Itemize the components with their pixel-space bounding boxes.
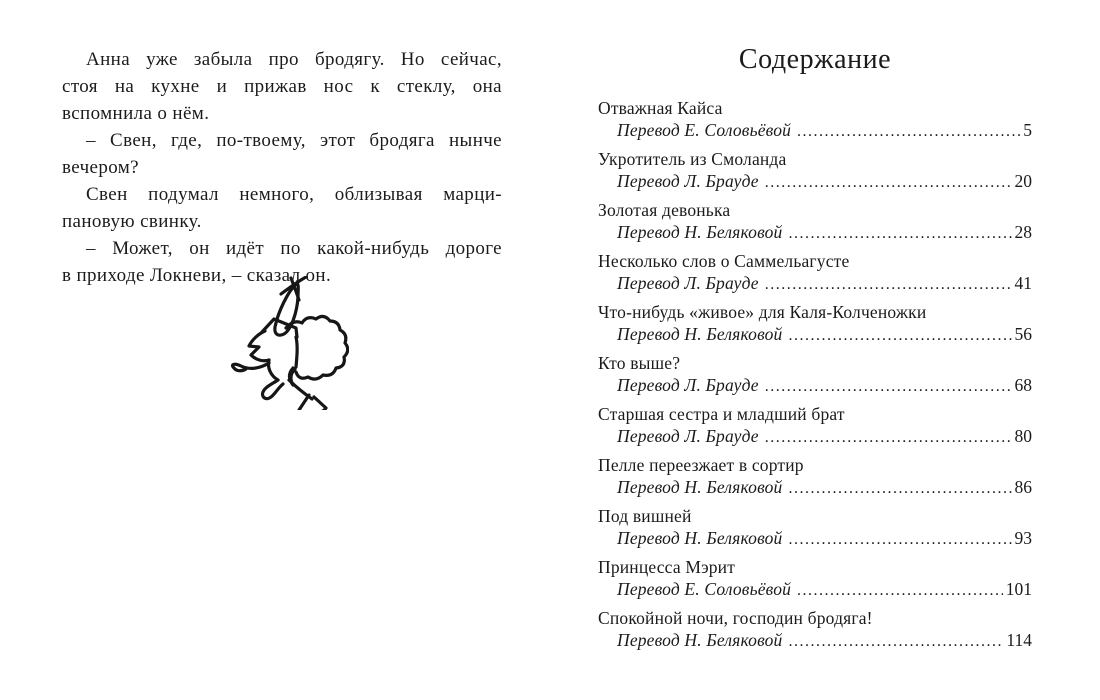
right-page — [598, 42, 1032, 658]
toc-entry-title: Пелле переезжает в сортир — [598, 455, 804, 475]
story-line: Свен подумал немного, облизывая марци- — [86, 184, 502, 205]
toc-entry-title: Золотая девонька — [598, 200, 731, 220]
toc-entry-subline — [598, 425, 1032, 449]
toc-entry-subline — [598, 476, 1032, 500]
toc-entry-translator: Перевод Н. Беляковой — [617, 477, 783, 497]
toc-entry-page-number: 101 — [1005, 579, 1032, 599]
dot-leader — [797, 580, 1003, 602]
story-line: в приходе Локневи, – сказал он. — [62, 265, 332, 286]
toc-entry-translator: Перевод Л. Брауде — [617, 426, 759, 446]
toc-entry-subline — [598, 374, 1032, 398]
toc-entry — [598, 199, 1032, 245]
toc-entry-page-number: 86 — [1014, 477, 1032, 497]
toc-entry-title: Отважная Кайса — [598, 98, 723, 118]
toc-entry — [598, 301, 1032, 347]
toc-entry-translator: Перевод Н. Беляковой — [617, 528, 783, 548]
dot-leader — [765, 172, 1012, 194]
toc-entry-subline — [598, 578, 1032, 602]
toc-entry-title: Что-нибудь «живое» для Каля-Колченожки — [598, 302, 927, 322]
toc-entry — [598, 250, 1032, 296]
dot-leader — [788, 478, 1011, 500]
toc-entry-subline — [598, 527, 1032, 551]
dot-leader — [765, 376, 1012, 398]
toc-entry — [598, 352, 1032, 398]
toc-entry-subline — [598, 272, 1032, 296]
toc-heading: Содержание — [738, 44, 892, 75]
dot-leader — [765, 427, 1012, 449]
toc-entry-translator: Перевод Н. Беляковой — [617, 324, 783, 344]
toc-entry-page-number: 80 — [1014, 426, 1032, 446]
table-of-contents — [598, 97, 1032, 653]
dot-leader — [788, 325, 1011, 347]
toc-entry — [598, 556, 1032, 602]
toc-entry — [598, 97, 1032, 143]
toc-entry-page-number: 28 — [1014, 222, 1032, 242]
story-line: вечером? — [62, 157, 139, 178]
toc-entry — [598, 607, 1032, 653]
toc-entry — [598, 148, 1032, 194]
toc-entry-title: Принцесса Мэрит — [598, 557, 736, 577]
story-line: пановую свинку. — [62, 211, 202, 232]
toc-entry-translator: Перевод Н. Беляковой — [617, 222, 783, 242]
toc-entry-title: Под вишней — [598, 506, 692, 526]
toc-entry-page-number: 56 — [1014, 324, 1032, 344]
toc-entry-subline — [598, 629, 1032, 653]
toc-entry-translator: Перевод Е. Соловьёвой — [617, 579, 792, 599]
toc-entry-page-number: 114 — [1006, 630, 1032, 650]
toc-entry-translator: Перевод Е. Соловьёвой — [617, 120, 792, 140]
toc-entry-title: Укротитель из Смоланда — [598, 149, 787, 169]
dot-leader — [788, 529, 1011, 551]
dot-leader — [797, 121, 1020, 143]
toc-entry-title: Старшая сестра и младший брат — [598, 404, 845, 424]
story-line: вспомнила о нём. — [62, 103, 210, 124]
toc-entry-subline — [598, 323, 1032, 347]
left-page — [62, 46, 502, 289]
dot-leader — [788, 223, 1011, 245]
toc-entry — [598, 454, 1032, 500]
toc-entry — [598, 403, 1032, 449]
toc-entry-subline — [598, 119, 1032, 143]
toc-entry-translator: Перевод Л. Брауде — [617, 375, 759, 395]
story-line: – Свен, где, по-твоему, этот бродяга нынче — [86, 130, 502, 151]
toc-entry-page-number: 93 — [1014, 528, 1032, 548]
story-line: стоя на кухне и прижав нос к стеклу, она — [62, 76, 502, 97]
toc-entry-page-number: 5 — [1023, 120, 1032, 140]
toc-entry-translator: Перевод Н. Беляковой — [617, 630, 783, 650]
toc-entry-translator: Перевод Л. Брауде — [617, 171, 759, 191]
dot-leader — [788, 631, 1003, 653]
toc-entry-translator: Перевод Л. Брауде — [617, 273, 759, 293]
story-line: – Может, он идёт по какой-нибудь дороге — [86, 238, 502, 259]
story-text-block — [62, 46, 502, 289]
toc-entry-title: Спокойной ночи, господин бродяга! — [598, 608, 873, 628]
dot-leader — [765, 274, 1012, 296]
toc-entry-title: Кто выше? — [598, 353, 681, 373]
toc-entry-subline — [598, 170, 1032, 194]
running-figure-illustration — [225, 276, 349, 410]
toc-entry-title: Несколько слов о Саммельагусте — [598, 251, 850, 271]
toc-entry-page-number: 68 — [1014, 375, 1032, 395]
toc-entry-subline — [598, 221, 1032, 245]
toc-entry-page-number: 41 — [1014, 273, 1032, 293]
toc-entry-page-number: 20 — [1014, 171, 1032, 191]
toc-entry — [598, 505, 1032, 551]
story-line: Анна уже забыла про бродягу. Но сейчас, — [86, 49, 502, 70]
